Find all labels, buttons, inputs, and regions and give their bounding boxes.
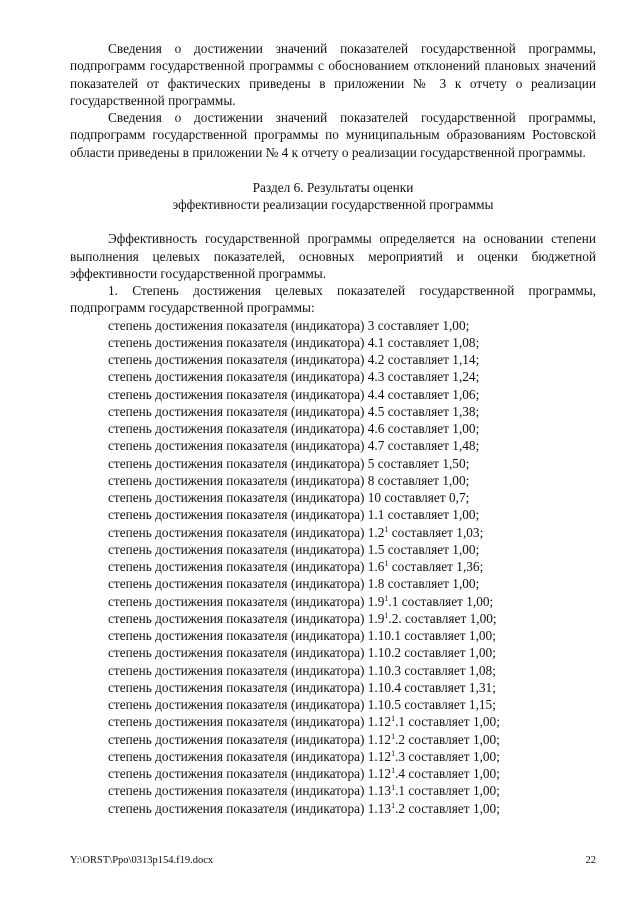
indicator-line	[70, 524, 596, 541]
indicator-prefix: степень достижения показателя (индикатора)	[108, 507, 365, 523]
indicator-prefix: степень достижения показателя (индикатора)	[108, 490, 365, 505]
indicator-value: 1,00;	[452, 576, 480, 592]
indicator-verb: составляет	[401, 593, 463, 609]
indicator-value: 1,36;	[456, 559, 484, 574]
indicator-line	[70, 782, 596, 799]
indicator-value: 1,08;	[452, 334, 480, 350]
indicator-verb: составляет	[404, 645, 466, 661]
indicator-line	[70, 627, 596, 644]
indicator-prefix: степень достижения показателя (индикатора)	[108, 559, 365, 574]
indicator-line	[70, 455, 596, 472]
indicator-value: 1,00;	[468, 628, 496, 643]
indicator-line	[70, 351, 596, 368]
indicator-number: 5	[367, 455, 375, 471]
indicator-prefix: степень достижения показателя (индикатора)	[108, 541, 365, 557]
indicator-superscript: 1	[391, 714, 396, 724]
indicator-line	[70, 558, 596, 575]
indicator-verb: составляет	[387, 352, 449, 367]
indicator-value: 1,00;	[469, 610, 497, 626]
indicator-value: 1,24;	[452, 369, 480, 385]
indicator-number: 1.10.3	[367, 662, 402, 678]
indicator-line	[70, 593, 596, 610]
indicator-value: 1,00;	[466, 593, 494, 609]
section-heading-line-2: эффективности реализации государственной программы	[172, 197, 494, 212]
indicator-verb: составляет	[387, 438, 449, 454]
indicator-number: 4.3	[367, 369, 385, 385]
page-number: 22	[585, 855, 596, 866]
indicator-value: 1,48;	[452, 438, 480, 454]
indicator-prefix: степень достижения показателя (индикатора)	[108, 438, 365, 454]
indicator-verb: составляет	[377, 317, 439, 333]
indicator-number-suffix: .1	[395, 714, 406, 730]
paragraph-intro: Эффективность государственной программы определяется на основании степени выполнения целевых показателей, основных мероприятий и оценки бюджетной эффективности государственной программы.	[70, 231, 596, 281]
indicator-verb: составляет	[405, 610, 467, 626]
indicator-number: 4.7	[367, 438, 385, 454]
indicator-number: 1.13	[367, 800, 392, 816]
indicator-verb: составляет	[408, 748, 470, 764]
indicator-value: 1,38;	[452, 403, 480, 419]
indicator-superscript: 1	[391, 783, 396, 793]
indicator-number: 1.5	[367, 541, 385, 557]
indicator-value: 1,00;	[452, 541, 480, 557]
indicator-number: 1.8	[367, 576, 385, 592]
indicator-prefix: степень достижения показателя (индикатора)	[108, 403, 365, 419]
indicator-superscript: 1	[384, 610, 389, 620]
indicator-prefix: степень достижения показателя (индикатора)	[108, 628, 365, 643]
indicator-verb: составляет	[391, 524, 453, 540]
indicator-line	[70, 386, 596, 403]
indicator-prefix: степень достижения показателя (индикатора)	[108, 576, 365, 592]
indicator-prefix: степень достижения показателя (индикатора)	[108, 697, 365, 712]
indicator-verb: составляет	[391, 559, 453, 574]
document-body	[70, 40, 596, 817]
indicator-superscript: 1	[384, 559, 389, 568]
indicator-value: 1,00;	[472, 714, 500, 730]
indicator-verb: составляет	[387, 421, 449, 436]
indicator-prefix: степень достижения показателя (индикатора)	[108, 714, 365, 730]
paragraph-appendix-4: Сведения о достижении значений показателей государственной программы, подпрограмм государственной программы по муниципальным образованиям Ростовской области приведены в приложении № 4 к отчету о реализации государственной программы.	[70, 110, 596, 160]
indicator-number: 1.10.2	[367, 645, 402, 661]
indicator-line	[70, 489, 596, 506]
indicator-number: 4.1	[367, 334, 385, 350]
indicator-line	[70, 420, 596, 437]
indicator-prefix: степень достижения показателя (индикатора)	[108, 800, 365, 816]
indicator-number: 4.2	[367, 352, 385, 367]
paragraph-appendix-3: Сведения о достижении значений показателей государственной программы, подпрограмм государственной программы с обоснованием отклонений плановых значений показателей от фактических приведены в приложении № 3 к отчету о реализации государственной программы.	[70, 41, 596, 108]
section-heading	[70, 179, 596, 214]
indicator-number: 4.6	[367, 421, 385, 436]
indicator-value: 1,00;	[472, 800, 500, 816]
indicator-number: 1.9	[367, 593, 385, 609]
indicator-number: 4.5	[367, 403, 385, 419]
indicator-prefix: степень достижения показателя (индикатора)	[108, 352, 365, 367]
indicator-prefix: степень достижения показателя (индикатора)	[108, 731, 365, 747]
indicator-line	[70, 437, 596, 454]
indicator-value: 1,08;	[468, 662, 496, 678]
indicator-value: 1,00;	[472, 731, 500, 747]
indicator-verb: составляет	[404, 679, 466, 695]
indicator-value: 0,7;	[448, 490, 470, 505]
indicator-superscript: 1	[391, 748, 396, 758]
indicator-number: 1.10.5	[367, 697, 402, 712]
indicator-value: 1,15;	[468, 697, 496, 712]
indicator-line	[70, 334, 596, 351]
indicator-number-suffix: .2.	[388, 610, 402, 626]
indicator-verb: составляет	[387, 369, 449, 385]
indicator-verb: составляет	[408, 714, 470, 730]
indicator-prefix: степень достижения показателя (индикатора)	[108, 334, 365, 350]
indicator-number: 1.10.4	[367, 679, 402, 695]
indicator-line	[70, 765, 596, 782]
indicator-value: 1,00;	[472, 783, 500, 799]
indicator-line	[70, 575, 596, 592]
indicator-superscript: 1	[391, 800, 396, 810]
indicator-value: 1,00;	[442, 317, 470, 333]
indicator-prefix: степень достижения показателя (индикатора)	[108, 369, 365, 385]
indicator-verb: составляет	[387, 576, 449, 592]
indicator-number: 1.1	[367, 507, 385, 523]
indicator-verb: составляет	[387, 386, 449, 402]
indicator-number: 1.6	[367, 559, 385, 574]
indicator-value: 1,14;	[452, 352, 480, 367]
indicator-number: 1.2	[367, 524, 385, 540]
indicator-value: 1,00;	[452, 421, 480, 436]
indicator-number: 1.12	[367, 731, 392, 747]
indicator-value: 1,50;	[442, 455, 470, 471]
indicator-number-suffix: .1	[388, 593, 399, 609]
section-heading-line-1: Раздел 6. Результаты оценки	[252, 179, 414, 195]
indicator-prefix: степень достижения показателя (индикатора)	[108, 593, 365, 609]
indicator-line	[70, 610, 596, 627]
indicator-number-suffix: .3	[395, 748, 406, 764]
indicator-line	[70, 696, 596, 713]
indicator-line	[70, 317, 596, 334]
indicator-value: 1,06;	[452, 386, 480, 402]
indicator-value: 1,00;	[472, 766, 500, 781]
indicator-line	[70, 800, 596, 817]
indicator-superscript: 1	[384, 593, 389, 603]
indicator-prefix: степень достижения показателя (индикатора)	[108, 783, 365, 799]
indicator-number: 1.12	[367, 766, 392, 781]
indicator-prefix: степень достижения показателя (индикатора)	[108, 455, 365, 471]
indicator-prefix: степень достижения показателя (индикатора)	[108, 610, 365, 626]
indicator-line	[70, 403, 596, 420]
indicator-line	[70, 368, 596, 385]
indicator-line	[70, 506, 596, 523]
indicator-line	[70, 748, 596, 765]
indicator-verb: составляет	[404, 697, 466, 712]
indicator-prefix: степень достижения показателя (индикатора)	[108, 421, 365, 436]
indicator-line	[70, 541, 596, 558]
indicator-superscript: 1	[391, 731, 396, 741]
indicator-number: 1.12	[367, 748, 392, 764]
indicator-line	[70, 662, 596, 679]
indicator-value: 1,03;	[456, 524, 484, 540]
indicator-superscript: 1	[384, 524, 389, 534]
indicator-value: 1,00;	[442, 472, 470, 488]
indicator-number-suffix: .4	[395, 766, 406, 781]
indicator-number: 3	[367, 317, 375, 333]
indicator-verb: составляет	[404, 662, 466, 678]
indicator-line	[70, 472, 596, 489]
indicator-number: 10	[367, 490, 382, 505]
indicator-verb: составляет	[408, 731, 470, 747]
indicator-number: 1.9	[367, 610, 385, 626]
indicator-prefix: степень достижения показателя (индикатора)	[108, 766, 365, 781]
indicator-verb: составляет	[387, 541, 449, 557]
indicator-prefix: степень достижения показателя (индикатора)	[108, 662, 365, 678]
indicator-verb: составляет	[408, 783, 470, 799]
indicator-line	[70, 679, 596, 696]
indicator-line	[70, 644, 596, 661]
indicator-prefix: степень достижения показателя (индикатора)	[108, 317, 365, 333]
indicator-superscript: 1	[391, 766, 396, 775]
indicator-number-suffix: .2	[395, 800, 406, 816]
indicator-verb: составляет	[377, 455, 439, 471]
indicator-verb: составляет	[377, 472, 439, 488]
indicator-prefix: степень достижения показателя (индикатора)	[108, 472, 365, 488]
file-path: Y:\ORST\Ppo\0313p154.f19.docx	[70, 855, 214, 866]
indicator-value: 1,00;	[472, 748, 500, 764]
indicator-prefix: степень достижения показателя (индикатора)	[108, 679, 365, 695]
indicator-verb: составляет	[387, 507, 449, 523]
indicator-verb: составляет	[404, 628, 466, 643]
indicator-verb: составляет	[408, 800, 470, 816]
indicator-line	[70, 713, 596, 730]
indicator-value: 1,00;	[468, 645, 496, 661]
indicator-number: 1.12	[367, 714, 392, 730]
indicator-prefix: степень достижения показателя (индикатора)	[108, 748, 365, 764]
indicator-number: 1.10.1	[367, 628, 402, 643]
indicator-value: 1,00;	[452, 507, 480, 523]
indicator-list	[70, 317, 596, 817]
spacer	[70, 213, 596, 230]
indicator-number: 4.4	[367, 386, 385, 402]
indicator-verb: составляет	[408, 766, 470, 781]
indicator-verb: составляет	[387, 403, 449, 419]
indicator-verb: составляет	[387, 334, 449, 350]
indicator-number-suffix: .1	[395, 783, 406, 799]
indicator-value: 1,31;	[468, 679, 496, 695]
indicator-prefix: степень достижения показателя (индикатора)	[108, 386, 365, 402]
indicator-number: 1.13	[367, 783, 392, 799]
indicator-number: 8	[367, 472, 375, 488]
indicator-verb: составляет	[384, 490, 446, 505]
indicator-prefix: степень достижения показателя (индикатора)	[108, 645, 365, 661]
indicator-number-suffix: .2	[395, 731, 406, 747]
indicator-line	[70, 731, 596, 748]
paragraph-item-1: 1. Степень достижения целевых показателей государственной программы, подпрограмм государственной программы:	[70, 283, 596, 316]
indicator-prefix: степень достижения показателя (индикатора)	[108, 524, 365, 540]
